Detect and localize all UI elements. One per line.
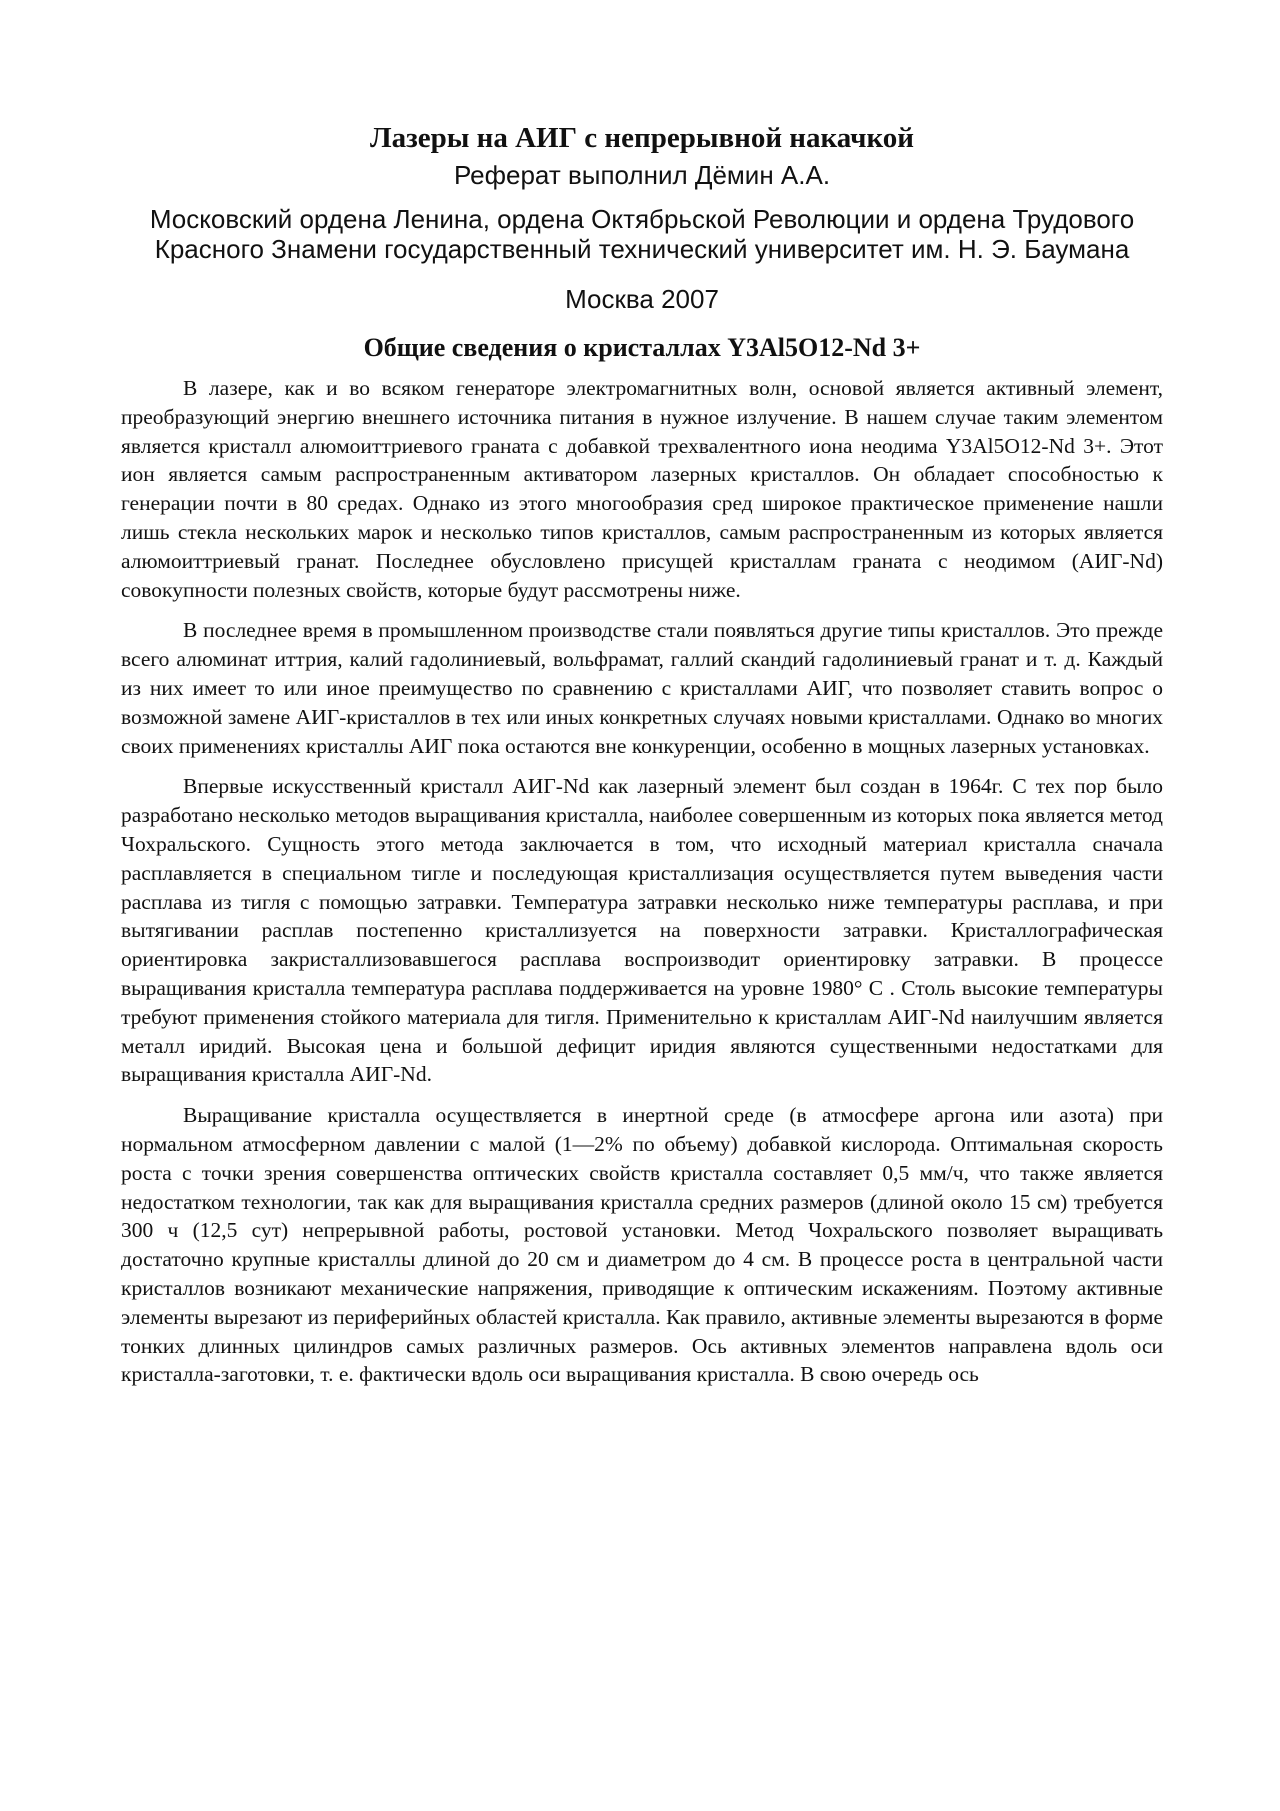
author-line: Реферат выполнил Дёмин А.А. <box>453 160 831 190</box>
paragraph-3: Впервые искусственный кристалл АИГ-Nd как лазерный элемент был создан в 1964г. С тех пор было разработано несколько методов выращивания кристалла, наиболее совершенным из которых пока является метод Чохральского. Сущность этого метода заключается в том, что исходный материал кристалла сначала расплавляется в специальном тигле и последующая кристаллизация осуществляется путем выведения части расплава из тигля с помощью затравки. Температура затравки несколько ниже температуры расплава, и при вытягивании расплав постепенно кристаллизуется на поверхности затравки. Кристаллографическая ориентировка закристаллизовавшегося расплава воспроизводит ориентировку затравки. В процессе выращивания кристалла температура расплава поддерживается на уровне 1980° С . Столь высокие температуры требуют применения стойкого материала для тигля. Применительно к кристаллам АИГ-Nd наилучшим является металл иридий. Высокая цена и большой дефицит иридия являются существенными недостатками для выращивания кристалла АИГ-Nd. <box>121 774 1163 1087</box>
paragraph-1: В лазере, как и во всяком генераторе электромагнитных волн, основой является активный элемент, преобразующий энергию внешнего источника питания в нужное излучение. В нашем случае таким элементом является кристалл алюмоиттриевого граната с добавкой трехвалентного иона неодима Y3Al5O12-Nd 3+. Этот ион является самым распространенным активатором лазерных кристаллов. Он обладает способностью к генерации почти в 80 средах. Однако из этого многообразия сред широкое практическое применение нашли лишь стекла нескольких марок и несколько типов кристаллов, самым распространенным из которых является алюмоиттриевый гранат. Последнее обусловлено присущей кристаллам граната с неодимом (АИГ-Nd) совокупности полезных свойств, которые будут рассмотрены ниже. <box>121 376 1163 602</box>
document-page <box>121 120 1163 1810</box>
city-year: Москва 2007 <box>565 284 719 314</box>
paragraph-4: Выращивание кристалла осуществляется в инертной среде (в атмосфере аргона или азота) при нормальном атмосферном давлении с малой (1—2% по объему) добавкой кислорода. Оптимальная скорость роста с точки зрения совершенства оптических свойств кристалла составляет 0,5 мм/ч, что также является недостатком технологии, так как для выращивания кристалла средних размеров (длиной около 15 см) требуется 300 ч (12,5 сут) непрерывной работы, ростовой установки. Метод Чохральского позволяет выращивать достаточно крупные кристаллы длиной до 20 см и диаметром до 4 см. В процессе роста в центральной части кристаллов возникают механические напряжения, приводящие к оптическим искажениям. Поэтому активные элементы вырезают из периферийных областей кристалла. Как правило, активные элементы вырезаются в форме тонких длинных цилиндров самых различных размеров. Ось активных элементов направлена вдоль оси кристалла-заготовки, т. е. фактически вдоль оси выращивания кристалла. В свою очередь ось <box>121 1103 1163 1387</box>
organization-name: Московский ордена Ленина, ордена Октябрьской Революции и ордена Трудового Красного Знамени государственный технический университет им. Н. Э. Баумана <box>149 204 1135 264</box>
paragraph-2: В последнее время в промышленном производстве стали появляться другие типы кристаллов. Это прежде всего алюминат иттрия, калий гадолиниевый, вольфрамат, галлий скандий гадолиниевый гранат и т. д. Каждый из них имеет то или иное преимущество по сравнению с кристаллами АИГ, что позволяет ставить вопрос о возможной замене АИГ-кристаллов в тех или иных конкретных случаях новыми кристаллами. Однако во многих своих применениях кристаллы АИГ пока остаются вне конкуренции, особенно в мощных лазерных установках. <box>121 618 1163 758</box>
document-title: Лазеры на АИГ с непрерывной накачкой <box>369 122 915 154</box>
section-title: Общие сведения о кристаллах Y3Al5O12-Nd 3+ <box>363 333 921 362</box>
